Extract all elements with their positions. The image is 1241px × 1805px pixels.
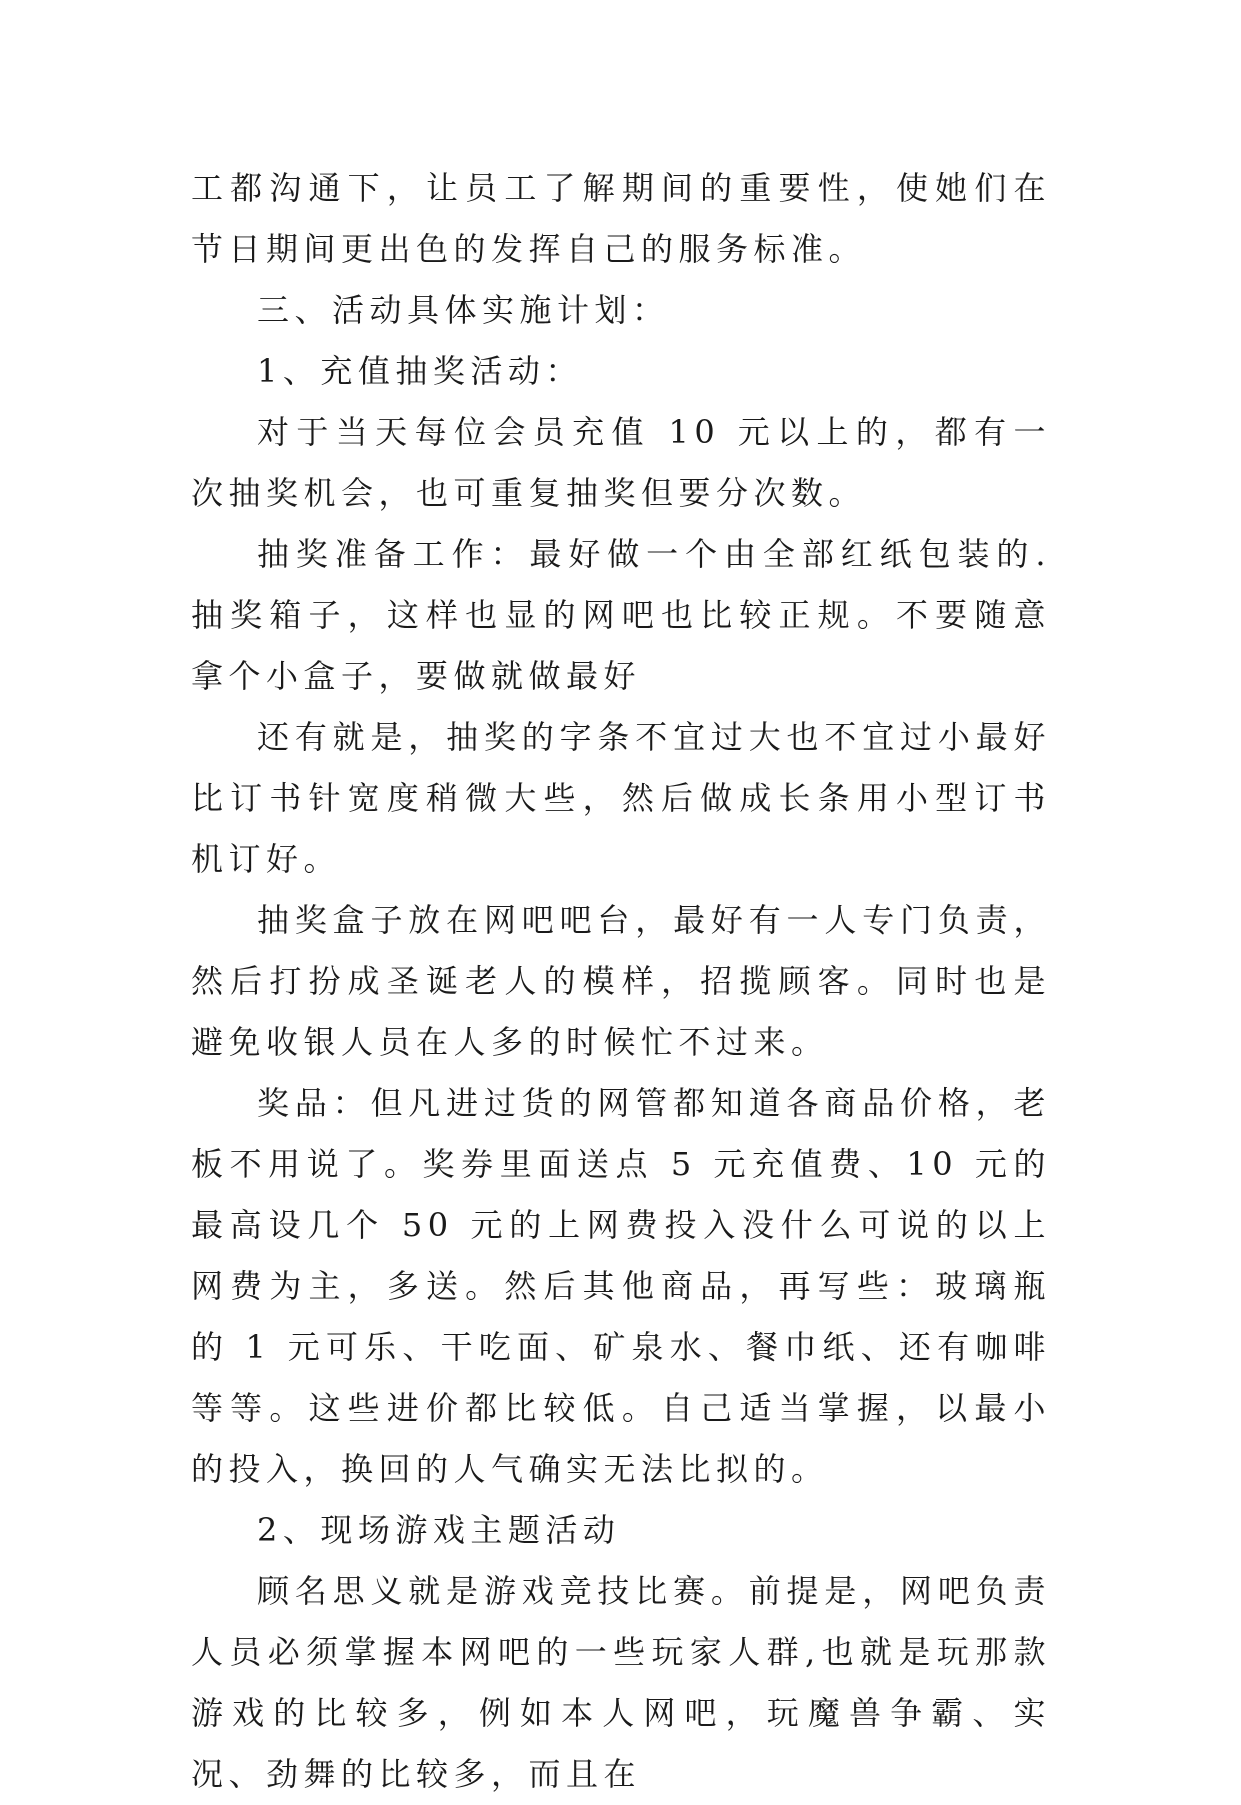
subheading-recharge-lottery: 1、充值抽奖活动： — [257, 352, 583, 390]
paragraph-lottery-rule: 对于当天每位会员充值 10 元以上的，都有一次抽奖机会，也可重复抽奖但要分次数。 — [191, 413, 1051, 512]
paragraph-lottery-slips: 还有就是，抽奖的字条不宜过大也不宜过小最好比订书针宽度稍微大些，然后做成长条用小型订书机订好。 — [191, 718, 1051, 878]
section-heading-implementation-plan: 三、活动具体实施计划： — [257, 291, 670, 329]
paragraph-lottery-box: 抽奖盒子放在网吧吧台，最好有一人专门负责，然后打扮成圣诞老人的模样，招揽顾客。同时也是避免收银人员在人多的时候忙不过来。 — [191, 901, 1051, 1061]
paragraph-prizes: 奖品：但凡进过货的网管都知道各商品价格，老板不用说了。奖券里面送点 5 元充值费、10 元的最高设几个 50 元的上网费投入没什么可说的以上网费为主，多送。然后其他商品，再写些：玻璃瓶的 1 元可乐、干吃面、矿泉水、餐巾纸、还有咖啡等等。这些进价都比较低。自己适当掌握，以最小的投入，换回的人气确实无法比拟的。 — [191, 1084, 1051, 1488]
paragraph-continued: 工都沟通下，让员工了解期间的重要性，使她们在节日期间更出色的发挥自己的服务标准。 — [191, 169, 1051, 268]
document-body — [191, 158, 1051, 1805]
paragraph-lottery-preparation: 抽奖准备工作：最好做一个由全部红纸包装的.抽奖箱子，这样也显的网吧也比较正规。不要随意拿个小盒子，要做就做最好 — [191, 535, 1051, 695]
subheading-game-activity: 2、现场游戏主题活动 — [257, 1511, 621, 1549]
paragraph-game-competition: 顾名思义就是游戏竞技比赛。前提是，网吧负责人员必须掌握本网吧的一些玩家人群,也就是玩那款游戏的比较多，例如本人网吧，玩魔兽争霸、实况、劲舞的比较多，而且在 — [191, 1572, 1051, 1793]
